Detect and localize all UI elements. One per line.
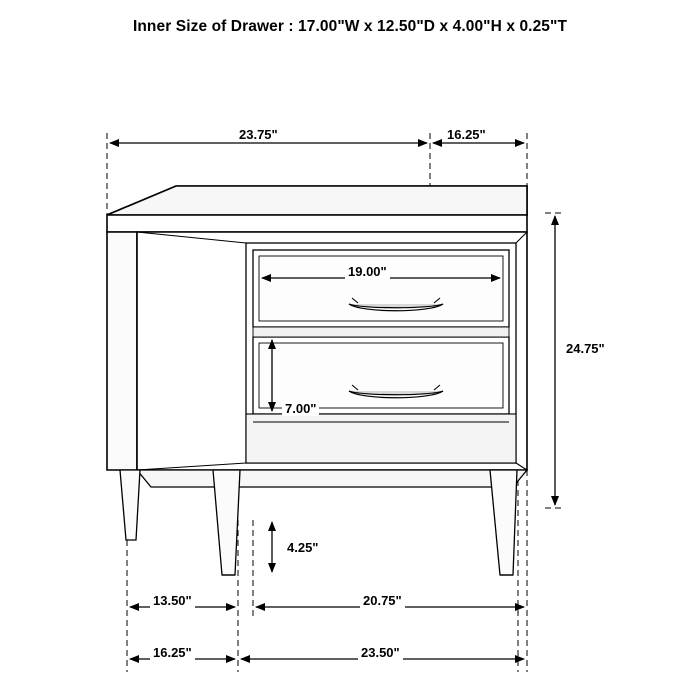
- dim-top-left-width: 23.75": [236, 127, 281, 142]
- dim-leg-height: 4.25": [284, 540, 321, 555]
- dim-drawer-face-height: 7.00": [282, 401, 319, 416]
- dim-drawer-inner-width: 19.00": [345, 264, 390, 279]
- nightstand-body: [107, 186, 527, 575]
- dim-top-right-depth: 16.25": [444, 127, 489, 142]
- leg-front-left: [213, 470, 240, 575]
- leg-back-left: [120, 470, 140, 540]
- dim-right-height: 24.75": [563, 341, 608, 356]
- dim-bottom-width: 23.50": [358, 645, 403, 660]
- page-title: Inner Size of Drawer : 17.00"W x 12.50"D x 4.00"H x 0.25"T: [132, 18, 568, 35]
- dim-foot-left-depth: 13.50": [150, 593, 195, 608]
- dim-front-width: 20.75": [360, 593, 405, 608]
- dim-bottom-left-depth: 16.25": [150, 645, 195, 660]
- leg-front-right: [490, 470, 517, 575]
